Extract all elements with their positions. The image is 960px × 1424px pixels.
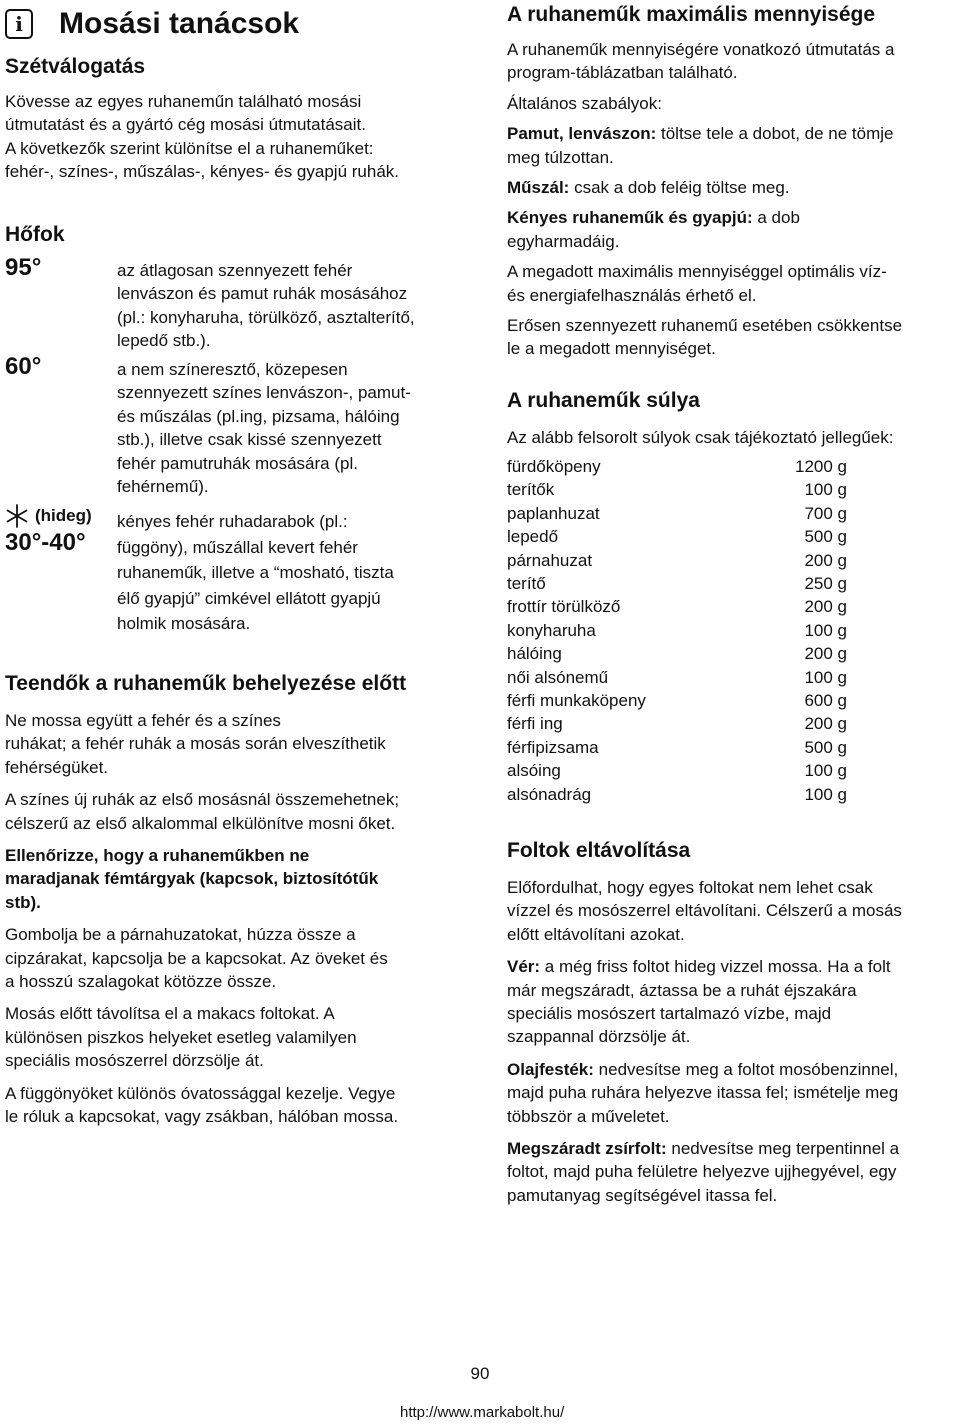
stains-section bbox=[507, 876, 959, 1207]
weight-row bbox=[507, 502, 847, 525]
stain-fat: Megszáradt zsírfolt: nedvesítse meg terpentinnel a foltot, majd puha felületre helyezve ujjhegyével, egy pamutanyag segítségével itassa fel. bbox=[507, 1139, 900, 1205]
weight-item-name: lepedő bbox=[507, 527, 559, 547]
before-p4: Gombolja be a párnahuzatokat, húzza össze a cipzárakat, kapcsolja be a kapcsokat. Az öveket és a hosszú szalagokat kötözze össze. bbox=[5, 925, 388, 992]
weight-item-name: paplanhuzat bbox=[507, 503, 600, 523]
weight-row bbox=[507, 595, 847, 618]
before-p3: Ellenőrizze, hogy a ruhaneműkben ne maradjanak fémtárgyak (kapcsok, biztosítótűk stb). bbox=[5, 846, 379, 912]
weight-item-name: alsóing bbox=[507, 761, 561, 781]
max-rule-synthetic: Műszál: csak a dob feléig töltse meg. bbox=[507, 178, 790, 198]
weight-table bbox=[507, 455, 847, 806]
weight-item-value: 700 g bbox=[804, 503, 847, 523]
weight-item-value: 1200 g bbox=[795, 457, 847, 476]
temp-cold-label: (hideg) bbox=[5, 504, 92, 528]
stains-heading: Foltok eltávolítása bbox=[507, 839, 691, 862]
weight-row bbox=[507, 478, 847, 501]
max-heading: A ruhaneműk maximális mennyisége bbox=[507, 3, 876, 26]
weight-item-value: 200 g bbox=[804, 714, 847, 734]
weight-item-value: 600 g bbox=[804, 691, 847, 711]
weight-item-name: hálóing bbox=[507, 644, 562, 664]
temp-60-desc: a nem színeresztő, közepesen szennyezett színes lenvászon-, pamut- és műszálas (pl.ing, pizsama, hálóing stb.), illetve csak kissé szennyezett fehér pamutruhák mosására (pl. fehérnemű). bbox=[117, 360, 411, 497]
weight-row bbox=[507, 666, 847, 689]
before-p2: A színes új ruhák az első mosásnál összemehetnek; célszerű az első alkalommal elkülönítve mosni őket. bbox=[5, 790, 400, 833]
snowflake-icon bbox=[5, 504, 29, 528]
weight-item-value: 100 g bbox=[804, 667, 847, 687]
stain-blood: Vér: a még friss foltot hideg vizzel mossa. Ha a folt már megszáradt, áztassa be a ruhát éjszakára speciális mosószert tartalmazó vízbe, majd szappannal dörzsölje át. bbox=[507, 957, 891, 1047]
weight-item-value: 100 g bbox=[804, 784, 847, 804]
max-p3: A megadott maximális mennyiséggel optimális víz- és energiafelhasználás érhető el. bbox=[507, 262, 887, 305]
weight-heading: A ruhaneműk súlya bbox=[507, 389, 700, 412]
weight-item-name: fürdőköpeny bbox=[507, 457, 601, 476]
weight-row bbox=[507, 642, 847, 665]
before-heading: Teendők a ruhaneműk behelyezése előtt bbox=[5, 672, 407, 695]
weight-row bbox=[507, 736, 847, 759]
sort-p1: Kövesse az egyes ruhaneműn található mosási útmutatást és a gyártó cég mosási útmutatásait. bbox=[5, 92, 366, 135]
weight-item-value: 500 g bbox=[804, 527, 847, 547]
temp-60-label: 60° bbox=[5, 353, 42, 380]
weight-row bbox=[507, 712, 847, 735]
stains-p1: Előfordulhat, hogy egyes foltokat nem lehet csak vízzel és mosószerrel eltávolítani. Célszerű a mosás előtt eltávolítani azokat. bbox=[507, 878, 902, 944]
weight-item-value: 200 g bbox=[804, 597, 847, 617]
weight-item-value: 100 g bbox=[804, 480, 847, 500]
max-section bbox=[507, 38, 959, 361]
weight-item-value: 200 g bbox=[804, 644, 847, 664]
weight-row bbox=[507, 525, 847, 548]
weight-row bbox=[507, 759, 847, 782]
weight-item-value: 200 g bbox=[804, 550, 847, 570]
weight-item-name: terítő bbox=[507, 574, 546, 594]
weight-item-value: 500 g bbox=[804, 737, 847, 757]
max-p1: A ruhaneműk mennyiségére vonatkozó útmutatás a program-táblázatban található. bbox=[507, 40, 895, 83]
sort-section bbox=[5, 90, 460, 184]
weight-intro: Az alább felsorolt súlyok csak tájékoztató jellegűek: bbox=[507, 428, 894, 447]
max-p4: Erősen szennyezett ruhanemű esetében csökkentse le a megadott mennyiséget. bbox=[507, 316, 903, 359]
sort-heading: Szétválogatás bbox=[5, 55, 146, 78]
weight-item-name: női alsónemű bbox=[507, 667, 609, 687]
temp-95-desc: az átlagosan szennyezett fehér lenvászon és pamut ruhák mosásához (pl.: konyharuha, törülköző, asztalterítő, lepedő stb.). bbox=[117, 261, 415, 351]
max-rule-delicate: Kényes ruhaneműk és gyapjú: a dob egyharmadáig. bbox=[507, 208, 800, 251]
temp-cold-desc: kényes fehér ruhadarabok (pl.: függöny), műszállal kevert fehér ruhaneműk, illetve a “mosható, tiszta élő gyapjú” cimkével ellátott gyapjú holmik mosására. bbox=[117, 512, 394, 633]
sort-p2: A következők szerint különítse el a ruhaneműket: fehér-, színes-, műszálas-, kényes- és gyapjú ruhák. bbox=[5, 138, 399, 182]
weight-row bbox=[507, 455, 847, 478]
weight-row bbox=[507, 689, 847, 712]
weight-item-name: terítők bbox=[507, 480, 555, 500]
weight-item-name: párnahuzat bbox=[507, 550, 593, 570]
temp-95-label: 95° bbox=[5, 254, 42, 281]
weight-item-name: férfipizsama bbox=[507, 737, 599, 757]
weight-item-value: 250 g bbox=[804, 574, 847, 594]
weight-row bbox=[507, 549, 847, 572]
weight-item-value: 100 g bbox=[804, 761, 847, 781]
weight-item-name: frottír törülköző bbox=[507, 597, 621, 617]
page-title: Mosási tanácsok bbox=[59, 7, 300, 40]
weight-row bbox=[507, 572, 847, 595]
info-icon: i bbox=[5, 9, 33, 39]
weight-row bbox=[507, 783, 847, 806]
weight-item-name: férfi munkaköpeny bbox=[507, 691, 646, 711]
weight-item-name: férfi ing bbox=[507, 714, 563, 734]
temp-heading: Hőfok bbox=[5, 223, 65, 246]
max-p2: Általános szabályok: bbox=[507, 93, 662, 113]
weight-item-name: konyharuha bbox=[507, 620, 596, 640]
temp-cold-range: 30°-40° bbox=[5, 529, 86, 556]
before-p5: Mosás előtt távolítsa el a makacs foltokat. A különösen piszkos helyeket esetleg valamilyen speciális mosószerrel dörzsölje át. bbox=[5, 1004, 357, 1071]
before-section bbox=[5, 709, 460, 1129]
weight-row bbox=[507, 619, 847, 642]
weight-item-name: alsónadrág bbox=[507, 784, 592, 804]
weight-item-value: 100 g bbox=[804, 620, 847, 640]
stain-oil: Olajfesték: nedvesítse meg a foltot mosóbenzinnel, majd puha ruhára helyezve itassa fel; ismételje meg többször a műveletet. bbox=[507, 1059, 899, 1126]
before-p6: A függönyöket különös óvatossággal kezelje. Vegye le róluk a kapcsokat, vagy zsákban, hálóban mossa. bbox=[5, 1083, 399, 1127]
before-p1: Ne mossa együtt a fehér és a színes ruhákat; a fehér ruhák a mosás során elveszíthetik fehérségüket. bbox=[5, 711, 386, 777]
max-rule-cotton: Pamut, lenvászon: töltse tele a dobot, de ne tömje meg túlzottan. bbox=[507, 124, 894, 167]
page-number: 90 bbox=[470, 1364, 490, 1383]
page-header bbox=[5, 4, 299, 44]
footer-url: http://www.markabolt.hu/ bbox=[400, 1404, 565, 1421]
